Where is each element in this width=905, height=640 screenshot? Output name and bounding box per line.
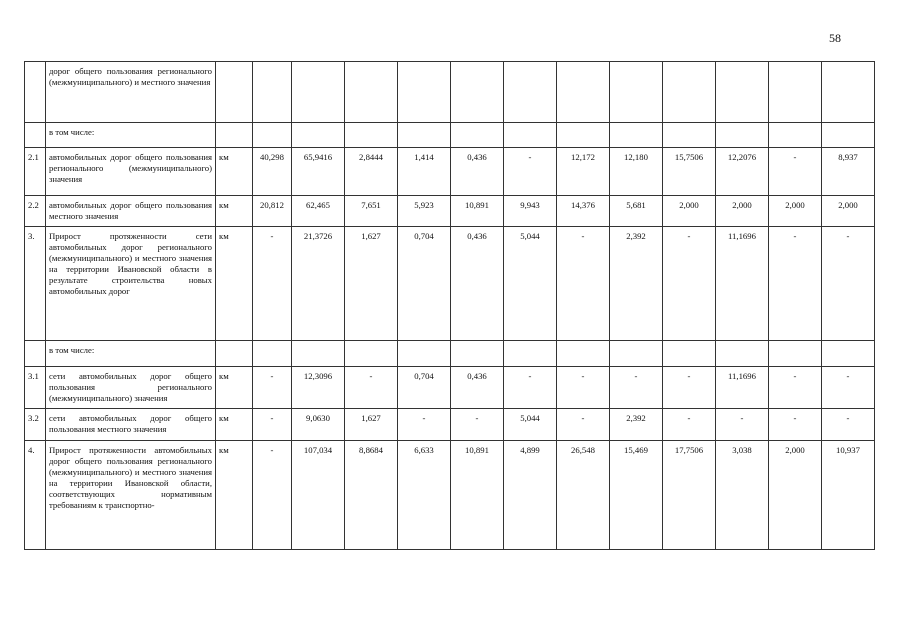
- value-cell: 3,038: [716, 441, 769, 550]
- row-number: 3.: [25, 227, 46, 341]
- value-cell: 2,000: [769, 196, 822, 227]
- value-cell: [398, 62, 451, 123]
- row-description: Прирост протяженности сети автомобильных дорог регионального (межмуниципального) и местного значения на территории Ивановской области в результате строительства новых автомобильных дорог: [46, 227, 216, 341]
- row-number: [25, 341, 46, 367]
- value-cell: 6,633: [398, 441, 451, 550]
- value-cell: 10,937: [822, 441, 875, 550]
- value-cell: [822, 62, 875, 123]
- value-cell: 0,704: [398, 227, 451, 341]
- value-cell: [504, 62, 557, 123]
- value-cell: 1,414: [398, 148, 451, 196]
- value-cell: -: [253, 367, 292, 409]
- value-cell: -: [398, 409, 451, 441]
- value-cell: -: [769, 148, 822, 196]
- value-cell: 11,1696: [716, 227, 769, 341]
- row-description: сети автомобильных дорог общего пользования регионального (межмуниципального) значения: [46, 367, 216, 409]
- value-cell: 14,376: [557, 196, 610, 227]
- table-body: [25, 62, 875, 550]
- value-cell: [557, 123, 610, 148]
- value-cell: -: [716, 409, 769, 441]
- value-cell: [345, 341, 398, 367]
- row-number: [25, 123, 46, 148]
- value-cell: [822, 123, 875, 148]
- value-cell: [292, 341, 345, 367]
- value-cell: 0,436: [451, 367, 504, 409]
- value-cell: [716, 123, 769, 148]
- value-cell: -: [557, 227, 610, 341]
- value-cell: [451, 62, 504, 123]
- table-row: [25, 367, 875, 409]
- value-cell: [822, 341, 875, 367]
- value-cell: 2,000: [716, 196, 769, 227]
- value-cell: 9,0630: [292, 409, 345, 441]
- row-description: автомобильных дорог общего пользования местного значения: [46, 196, 216, 227]
- value-cell: [610, 123, 663, 148]
- value-cell: 15,7506: [663, 148, 716, 196]
- row-unit: км: [216, 409, 253, 441]
- value-cell: 0,704: [398, 367, 451, 409]
- row-unit: [216, 341, 253, 367]
- value-cell: -: [769, 227, 822, 341]
- value-cell: 12,172: [557, 148, 610, 196]
- value-cell: 20,812: [253, 196, 292, 227]
- value-cell: -: [557, 409, 610, 441]
- value-cell: -: [253, 409, 292, 441]
- table-row: [25, 341, 875, 367]
- value-cell: 5,044: [504, 227, 557, 341]
- value-cell: 2,392: [610, 227, 663, 341]
- value-cell: 15,469: [610, 441, 663, 550]
- value-cell: -: [451, 409, 504, 441]
- value-cell: 40,298: [253, 148, 292, 196]
- value-cell: -: [769, 409, 822, 441]
- value-cell: 9,943: [504, 196, 557, 227]
- value-cell: -: [822, 409, 875, 441]
- row-unit: км: [216, 367, 253, 409]
- value-cell: 2,000: [769, 441, 822, 550]
- value-cell: 10,891: [451, 441, 504, 550]
- value-cell: -: [663, 367, 716, 409]
- value-cell: [253, 123, 292, 148]
- value-cell: -: [253, 441, 292, 550]
- row-number: 2.1: [25, 148, 46, 196]
- value-cell: 26,548: [557, 441, 610, 550]
- value-cell: -: [769, 367, 822, 409]
- page-number: 58: [829, 31, 841, 45]
- value-cell: [716, 341, 769, 367]
- table-row: [25, 409, 875, 441]
- row-unit: км: [216, 148, 253, 196]
- value-cell: -: [610, 367, 663, 409]
- row-description: автомобильных дорог общего пользования регионального (межмуниципального) значения: [46, 148, 216, 196]
- value-cell: 2,392: [610, 409, 663, 441]
- value-cell: [253, 62, 292, 123]
- value-cell: [610, 62, 663, 123]
- value-cell: 1,627: [345, 227, 398, 341]
- value-cell: -: [822, 367, 875, 409]
- value-cell: 4,899: [504, 441, 557, 550]
- value-cell: [398, 123, 451, 148]
- value-cell: 1,627: [345, 409, 398, 441]
- value-cell: [769, 123, 822, 148]
- table-row: [25, 227, 875, 341]
- value-cell: 5,923: [398, 196, 451, 227]
- row-description: в том числе:: [46, 341, 216, 367]
- value-cell: 5,681: [610, 196, 663, 227]
- value-cell: [504, 123, 557, 148]
- value-cell: 107,034: [292, 441, 345, 550]
- row-number: 3.1: [25, 367, 46, 409]
- value-cell: [769, 62, 822, 123]
- value-cell: 62,465: [292, 196, 345, 227]
- row-number: [25, 62, 46, 123]
- value-cell: -: [504, 367, 557, 409]
- row-number: 2.2: [25, 196, 46, 227]
- value-cell: 2,000: [822, 196, 875, 227]
- value-cell: -: [504, 148, 557, 196]
- value-cell: 21,3726: [292, 227, 345, 341]
- value-cell: 2,000: [663, 196, 716, 227]
- value-cell: [451, 123, 504, 148]
- road-length-table: [24, 61, 875, 550]
- row-description: сети автомобильных дорог общего пользования местного значения: [46, 409, 216, 441]
- row-unit: км: [216, 227, 253, 341]
- table-row: [25, 62, 875, 123]
- value-cell: [253, 341, 292, 367]
- row-number: 4.: [25, 441, 46, 550]
- value-cell: [557, 341, 610, 367]
- row-number: 3.2: [25, 409, 46, 441]
- table-row: [25, 148, 875, 196]
- value-cell: 10,891: [451, 196, 504, 227]
- value-cell: -: [557, 367, 610, 409]
- value-cell: 12,2076: [716, 148, 769, 196]
- value-cell: 11,1696: [716, 367, 769, 409]
- row-unit: [216, 123, 253, 148]
- value-cell: [663, 123, 716, 148]
- value-cell: 0,436: [451, 227, 504, 341]
- value-cell: 2,8444: [345, 148, 398, 196]
- value-cell: [663, 62, 716, 123]
- value-cell: -: [345, 367, 398, 409]
- table-row: [25, 441, 875, 550]
- value-cell: [716, 62, 769, 123]
- value-cell: 5,044: [504, 409, 557, 441]
- value-cell: [663, 341, 716, 367]
- value-cell: [345, 123, 398, 148]
- value-cell: [557, 62, 610, 123]
- value-cell: [610, 341, 663, 367]
- value-cell: 8,8684: [345, 441, 398, 550]
- value-cell: [451, 341, 504, 367]
- value-cell: 8,937: [822, 148, 875, 196]
- value-cell: [345, 62, 398, 123]
- value-cell: [292, 62, 345, 123]
- value-cell: 7,651: [345, 196, 398, 227]
- value-cell: 12,3096: [292, 367, 345, 409]
- value-cell: [769, 341, 822, 367]
- row-description: в том числе:: [46, 123, 216, 148]
- value-cell: -: [253, 227, 292, 341]
- value-cell: 65,9416: [292, 148, 345, 196]
- row-unit: [216, 62, 253, 123]
- value-cell: -: [822, 227, 875, 341]
- row-unit: км: [216, 196, 253, 227]
- value-cell: -: [663, 227, 716, 341]
- value-cell: [398, 341, 451, 367]
- value-cell: [292, 123, 345, 148]
- row-unit: км: [216, 441, 253, 550]
- table-row: [25, 123, 875, 148]
- value-cell: 17,7506: [663, 441, 716, 550]
- value-cell: [504, 341, 557, 367]
- value-cell: 12,180: [610, 148, 663, 196]
- row-description: дорог общего пользования регионального (межмуниципального) и местного значения: [46, 62, 216, 123]
- table-row: [25, 196, 875, 227]
- value-cell: 0,436: [451, 148, 504, 196]
- row-description: Прирост протяженности автомобильных дорог общего пользования регионального (межмуниципального) и местного значения на территории Ивановской области, соответствующих нормативным требованиям к транспортно-: [46, 441, 216, 550]
- value-cell: -: [663, 409, 716, 441]
